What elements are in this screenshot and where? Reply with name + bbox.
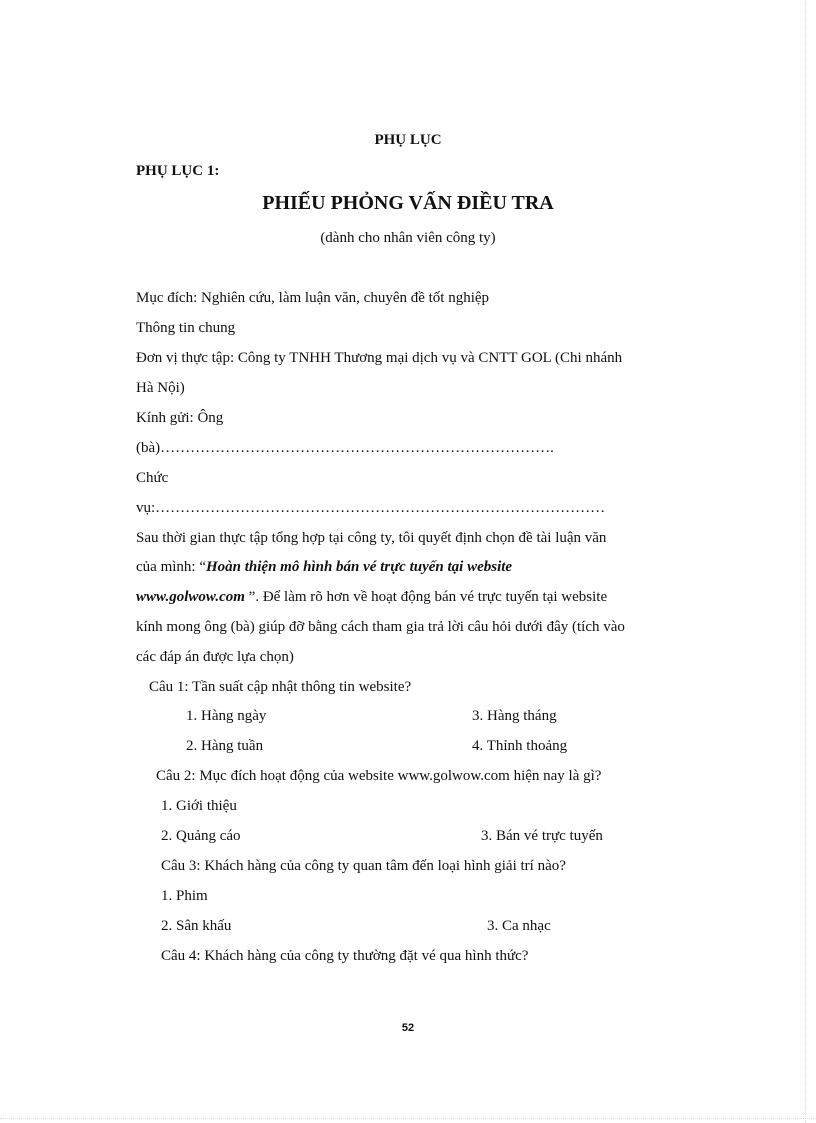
q3-answer-1: 1. Phim — [161, 888, 208, 904]
body-line-5: các đáp án được lựa chọn) — [136, 649, 294, 665]
body-line-4: kính mong ông (bà) giúp đỡ bằng cách tham gia trả lời câu hỏi dưới đây (tích vào — [136, 619, 625, 635]
body-line-3 — [136, 587, 607, 607]
q1-answer-3: 3. Hàng tháng — [472, 708, 557, 724]
body-line-3-rest: ”. Để làm rõ hơn về hoạt động bán vé trực tuyến tại website — [244, 589, 608, 605]
purpose-line: Mục đích: Nghiên cứu, làm luận văn, chuyên đề tốt nghiệp — [136, 290, 490, 306]
thesis-title: Hoàn thiện mô hình bán vé trực tuyến tại website — [205, 559, 513, 575]
q3-answer-3: 3. Ca nhạc — [487, 918, 551, 934]
general-info-line: Thông tin chung — [136, 320, 236, 336]
question-1: Câu 1: Tần suất cập nhật thông tin website? — [149, 679, 412, 695]
form-subtitle: (dành cho nhân viên công ty) — [320, 230, 496, 246]
q3-answer-2: 2. Sân khấu — [161, 918, 232, 934]
question-4: Câu 4: Khách hàng của công ty thường đặt vé qua hình thức? — [161, 948, 529, 964]
appendix-title: PHỤ LỤC — [374, 132, 442, 148]
website-name: www.golwow.com — [136, 589, 245, 605]
position-line-1: Chức — [136, 470, 169, 486]
q2-answer-3: 3. Bán vé trực tuyến — [481, 828, 603, 844]
position-line-2: vụ:……………………………………………………………………………… — [136, 500, 606, 516]
page-border-right — [805, 0, 806, 1123]
dear-line-2: (bà)……………………………………………………………………. — [136, 440, 554, 456]
body-line-1: Sau thời gian thực tập tổng hợp tại công ty, tôi quyết định chọn đề tài luận văn — [136, 530, 607, 546]
q2-answer-2: 2. Quảng cáo — [161, 828, 241, 844]
question-2: Câu 2: Mục đích hoạt động của website www.golwow.com hiện nay là gì? — [156, 768, 602, 784]
q2-answer-1: 1. Giới thiệu — [161, 798, 237, 814]
body-line-2 — [136, 557, 512, 577]
q1-answer-2: 2. Hàng tuần — [186, 738, 264, 754]
appendix-subtitle: PHỤ LỤC 1: — [136, 163, 220, 179]
unit-line-2: Hà Nội) — [136, 380, 185, 396]
body-line-2-prefix: của mình: “ — [136, 559, 206, 575]
q1-answer-4: 4. Thỉnh thoảng — [472, 738, 568, 754]
page-number: 52 — [401, 1022, 415, 1034]
question-3: Câu 3: Khách hàng của công ty quan tâm đến loại hình giải trí nào? — [161, 858, 566, 874]
q1-answer-1: 1. Hàng ngày — [186, 708, 267, 724]
form-title: PHIẾU PHỎNG VẤN ĐIỀU TRA — [262, 192, 554, 214]
page-border-bottom — [0, 1118, 816, 1119]
unit-line-1: Đơn vị thực tập: Công ty TNHH Thương mại dịch vụ và CNTT GOL (Chi nhánh — [136, 350, 623, 366]
dear-line-1: Kính gửi: Ông — [136, 410, 224, 426]
